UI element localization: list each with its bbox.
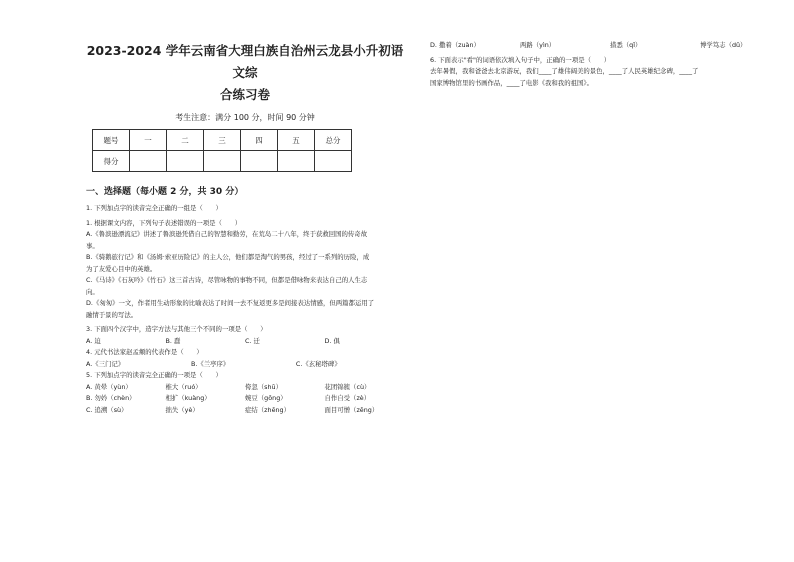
option: 两路（yìn） bbox=[520, 41, 556, 49]
title-line-1: 2023-2024 学年云南省大理白族自治州云龙县小升初语文综 bbox=[86, 43, 404, 80]
exam-title bbox=[86, 40, 404, 106]
question-2-option-c-cont: 向。 bbox=[86, 287, 99, 296]
question-5-option-a bbox=[86, 382, 404, 394]
option: A.《三门记》 bbox=[86, 359, 125, 368]
option: D. 撒着（zuàn） bbox=[430, 41, 480, 49]
question-2-option-c: C.《马诗》《石灰吟》《竹石》这三首古诗，尽管咏物的事物不同，但都是借咏物来表达自己的人生志 bbox=[86, 276, 368, 284]
option: 侉忽（shū） bbox=[245, 382, 282, 391]
question-2-option-a-cont: 事。 bbox=[86, 241, 99, 250]
option: C. 迁 bbox=[245, 336, 260, 345]
option: 婉豆（gōng） bbox=[245, 394, 287, 402]
score-header-cell: 题号 bbox=[93, 130, 130, 151]
score-header-cell: 三 bbox=[204, 130, 241, 151]
score-header-cell: 五 bbox=[278, 130, 315, 151]
score-header-cell: 四 bbox=[241, 130, 278, 151]
option: 花团锦簇（cù） bbox=[324, 382, 371, 391]
question-2-option-d: D.《匆匆》一文，作者用生动形象的比喻表达了时间一去不复返更多是间接表达情感，但两篇都运用了 bbox=[86, 299, 375, 307]
question-4: 4. 元代书法家赵孟頫的代表作是（ ） bbox=[86, 348, 203, 356]
question-2-option-d-cont: 融情于景的写法。 bbox=[86, 310, 138, 319]
score-cell[interactable] bbox=[315, 151, 352, 172]
question-2: 1. 根据课文内容，下列句子表述错误的一项是（ ） bbox=[86, 218, 242, 227]
question-6-text-1: 去年暑假，我和爸爸去北京游玩，我们____了雄伟阔美的景色，____了人民英雄纪念碑，____了 bbox=[430, 67, 699, 75]
question-5-option-d bbox=[430, 40, 790, 52]
option: B. 勿妗（chèn） bbox=[86, 394, 136, 402]
option: 症结（zhēng） bbox=[245, 405, 291, 414]
option: C.《玄秘塔碑》 bbox=[295, 359, 341, 368]
score-cell[interactable] bbox=[204, 151, 241, 172]
option: 相扩（kuàng） bbox=[165, 394, 211, 402]
question-3-options bbox=[86, 336, 404, 348]
question-5: 5. 下列加点字的读音完全正确的一项是（ ） bbox=[86, 371, 222, 379]
option: 面目可憎（zēng） bbox=[324, 405, 379, 414]
right-column bbox=[430, 40, 790, 89]
option: 自作自受（zè） bbox=[324, 394, 371, 402]
question-3: 3. 下面四个汉字中，造字方法与其他三个不同的一项是（ ） bbox=[86, 325, 267, 333]
title-line-2: 合练习卷 bbox=[219, 87, 270, 102]
question-6-text-2: 国家博物馆里的书画作品，____了电影《我和我的祖国》。 bbox=[430, 78, 593, 87]
question-5-option-b bbox=[86, 393, 404, 405]
question-5-option-c bbox=[86, 405, 404, 417]
section-1-heading: 一、选择题（每小题 2 分，共 30 分） bbox=[86, 187, 244, 197]
score-header-cell: 一 bbox=[130, 130, 167, 151]
score-cell[interactable] bbox=[278, 151, 315, 172]
question-1: 1. 下列加点字的读音完全正确的一组是（ ） bbox=[86, 204, 222, 212]
score-row-label: 得分 bbox=[93, 151, 130, 172]
question-4-options bbox=[86, 359, 404, 371]
option: B. 蠢 bbox=[165, 336, 181, 345]
option: 拙失（yè） bbox=[165, 405, 199, 414]
option: 措悉（qǐ） bbox=[610, 41, 642, 49]
option: D. 俱 bbox=[324, 336, 340, 345]
score-cell[interactable] bbox=[241, 151, 278, 172]
option: 椎大（ruó） bbox=[165, 382, 202, 391]
score-cell[interactable] bbox=[167, 151, 204, 172]
question-2-option-a: A.《鲁滨逊漂流记》讲述了鲁滨逊凭借自己的智慧和勤劳，在荒岛二十八年，终于获救回国的传奇故 bbox=[86, 230, 368, 238]
score-cell[interactable] bbox=[130, 151, 167, 172]
exam-notice: 考生注意：满分 100 分，时间 90 分钟 bbox=[175, 113, 315, 122]
score-header-cell: 二 bbox=[167, 130, 204, 151]
question-2-option-b: B.《骑鹅旅行记》和《汤姆·索亚历险记》的主人公，他们都是淘气的男孩，经过了一系列的历险，成 bbox=[86, 253, 370, 261]
option: B.《兰亭序》 bbox=[190, 359, 230, 368]
score-table bbox=[92, 129, 352, 172]
option: A. 黄晕（yùn） bbox=[86, 382, 132, 391]
left-column bbox=[86, 0, 404, 416]
option: C. 追溯（sù） bbox=[86, 405, 128, 414]
option: 博学笃志（dǔ） bbox=[700, 41, 747, 49]
option: A. 迫 bbox=[86, 336, 101, 345]
score-header-cell: 总分 bbox=[315, 130, 352, 151]
question-6: 6. 下面表示"看"的词语依次填入句子中，正确的一项是（ ） bbox=[430, 55, 611, 64]
question-2-option-b-cont: 为了友爱心目中的英雄。 bbox=[86, 264, 157, 273]
